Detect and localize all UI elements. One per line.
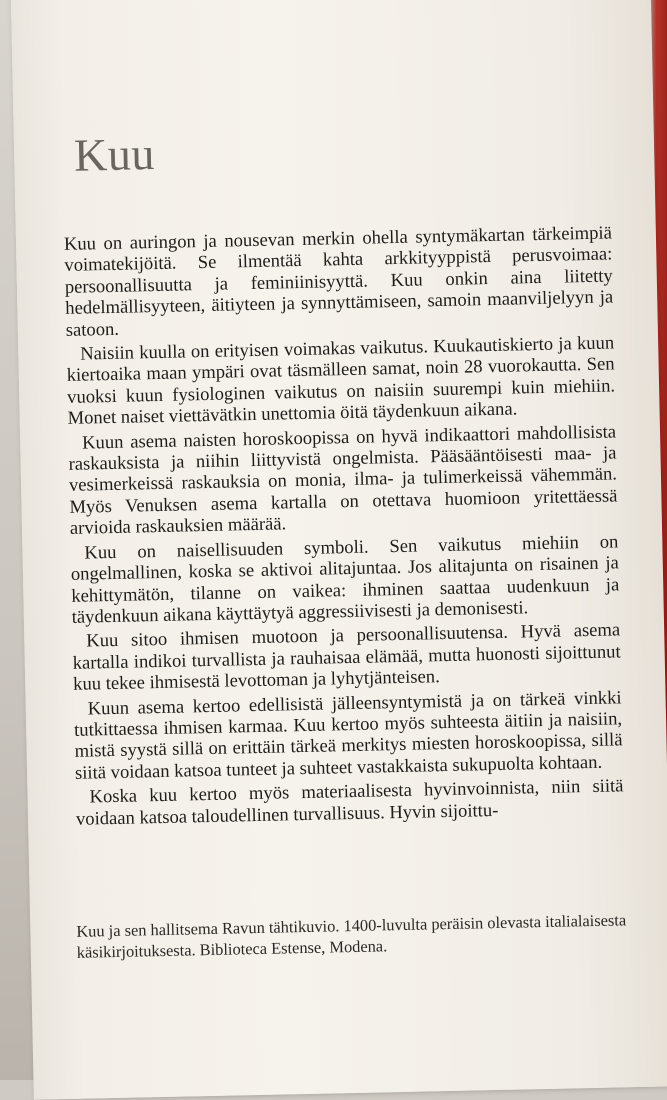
paragraph: Naisiin kuulla on erityisen voimakas vaikutus. Kuukautiskierto ja kuun kiertoaika maan ympäri ovat täsmälleen samat, noin 28 vuorokautta. Sen vuoksi kuun fysiologinen vaikutus on naisiin suurempi kuin miehiin. Monet naiset viettävätkin unettomia öitä täydenkuun aikana. <box>66 332 616 430</box>
paragraph: Koska kuu kertoo myös materiaalisesta hyvinvoinnista, niin siitä voidaan katsoa taloudellinen turvallisuus. Hyvin sijoittu- <box>75 775 624 830</box>
paragraph: Kuu on naisellisuuden symboli. Sen vaikutus miehiin on ongelmallinen, koska se aktivoi alitajuntaa. Jos alitajunta on risainen ja kehittymätön, tilanne on vaikea: ihminen saattaa uudenkuun ja täydenkuun aikana käyttäytyä aggressiivisesti ja demonisesti. <box>70 531 620 628</box>
paragraph: Kuun asema kertoo edellisistä jälleensyntymistä ja on tärkeä vinkki tutkittaessa ihmisen karmaa. Kuu kertoo myös suhteesta äitiin ja naisiin, mistä syystä sillä on erittäin tärkeä merkitys miesten horoskoopissa, sillä siitä voidaan katsoa tunteet ja suhteet vastakkaista sukupuolta kohtaan. <box>73 686 623 784</box>
paragraph: Kuu on auringon ja nousevan merkin ohella syntymäkartan tärkeimpiä voimatekijöitä. Se ilmentää kahta arkkityyppistä perusvoimaa: persoonallisuutta ja feminiinisyyttä. Kuu onkin aina liitetty hedelmällisyyteen, äitiyteen ja synnyttämiseen, samoin maanviljelyyn ja satoon. <box>63 222 614 341</box>
body-text <box>64 222 624 832</box>
paragraph: Kuun asema naisten horoskoopissa on hyvä indikaattori mahdollisista raskauksista ja niihin liittyvistä ongelmista. Pääsääntöisesti maa- ja vesimerkeissä raskauksia on monia, ilma- ja tulimerkeissä vähemmän. Myös Venuksen asema kartalla on otettava huomioon yritettäessä arvioida raskauksien määrää. <box>68 421 618 540</box>
page-title: Kuu <box>73 128 156 181</box>
paragraph: Kuu sitoo ihmisen muotoon ja persoonallisuutensa. Hyvä asema kartalla indikoi turvallista ja rauhaisaa elämää, mutta huonosti sijoittunut kuu tekee ihmisestä levottoman ja lyhytjänteisen. <box>72 619 621 695</box>
book-page <box>10 0 667 1100</box>
figure-caption: Kuu ja sen hallitsema Ravun tähtikuvio. 1400-luvulta peräisin olevasta italialaisesta käsikirjoituksesta. Biblioteca Estense, Modena. <box>76 910 627 962</box>
